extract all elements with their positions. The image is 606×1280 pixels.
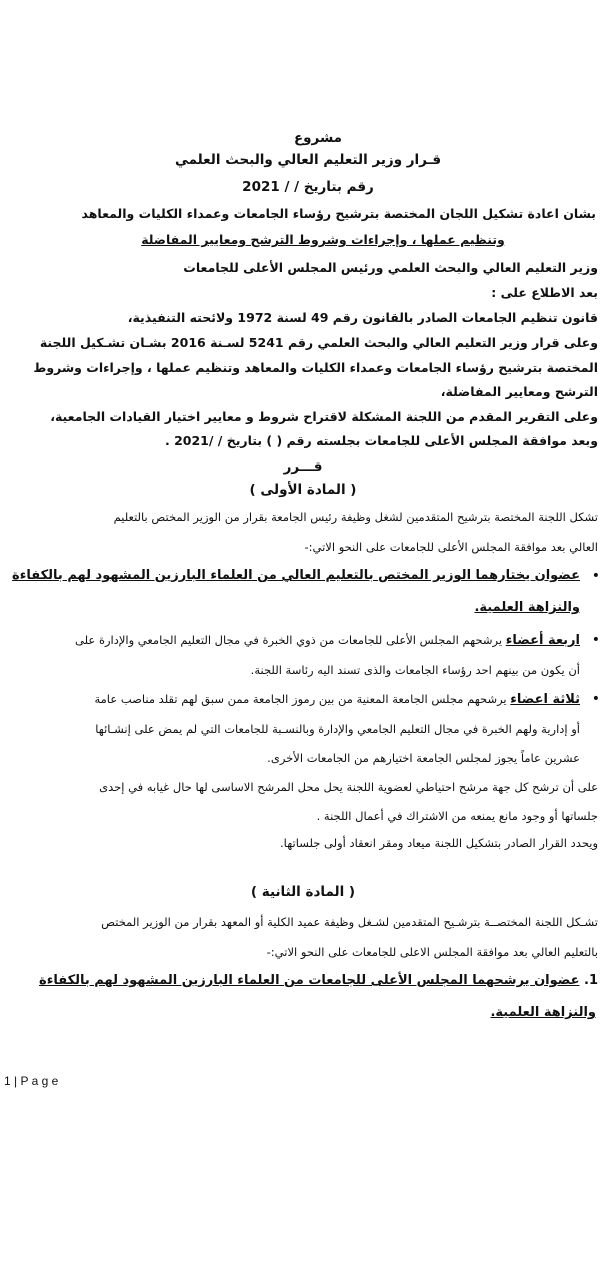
article-1-bullet-1-line-1: عضوان يختارهما الوزير المختص بالتعليم العالي من العلماء البارزين المشهود لهم بالكفاءة xyxy=(12,568,580,583)
article-2-heading: ( المادة الثانية ) xyxy=(250,884,356,900)
number-date-line: رقم بتاريخ / / 2021 xyxy=(242,179,374,195)
decision-heading: قـــرر xyxy=(283,459,323,475)
article-2-intro-2: بالتعليم العالي بعد موافقة المجلس الاعلى للجامعات على النحو الاتي:- xyxy=(266,945,598,959)
article-1-bullet-2-line-1 xyxy=(2,630,580,651)
decree-reference-1: وعلى قرار وزير التعليم العالي والبحث العلمي رقم 5241 لسـنة 2016 بشـان تشـكيل اللجنة xyxy=(39,335,598,350)
bullet-dot-3: • xyxy=(591,691,600,707)
decree-reference-2: المختصة بترشيح رؤساء الجامعات وعمداء الكليات والمعاهد وتنظيم عملها ، وإجراءات وشروط xyxy=(33,360,598,375)
decree-reference-3: الترشح ومعايير المفاضلة، xyxy=(440,384,598,399)
bullet-3-text: يرشحهم مجلس الجامعة المعنية من بين رموز الجامعة ممن سبق لهم تقلد مناصب عامة xyxy=(94,692,511,706)
bullet-2-text: يرشحهم المجلس الأعلى للجامعات من ذوي الخبرة في مجال التعليم الجامعي والإدارة على xyxy=(75,633,506,647)
article-1-bullet-3-line-1 xyxy=(2,689,580,710)
bullet-2-lead: اربعة أعضاء xyxy=(505,633,580,648)
article-1-intro-1: تشكل اللجنة المختصة بترشيح المتقدمين لشغل وظيفة رئيس الجامعة بقرار من الوزير المختص بالتعليم xyxy=(113,510,598,524)
article-2-item-1-line-2: والنزاهة العلمية. xyxy=(490,1005,596,1020)
report-reference: وعلى التقرير المقدم من اللجنة المشكلة لاقتراح شروط و معايير اختيار القيادات الجامعية، xyxy=(50,409,598,424)
draft-label: مشروع xyxy=(293,130,343,146)
bullet-dot-2: • xyxy=(591,632,600,648)
article-1-intro-2: العالي بعد موافقة المجلس الأعلى للجامعات على النحو الاتي:- xyxy=(304,540,598,554)
article-1-bullet-3-line-3: عشرين عاماً يجوز لمجلس الجامعة اختيارهم من الجامعات الأخرى. xyxy=(267,751,580,765)
page-number: 1 | P a g e xyxy=(4,1074,59,1088)
article-1-bullet-2-line-2: أن يكون من بينهم احد رؤساء الجامعات والذى تسند اليه رئاسة اللجنة. xyxy=(250,663,580,677)
article-2-intro-1: تشـكل اللجنة المختصــة بترشـيح المتقدمين لشـغل وظيفة عميد الكلية أو المعهد بقرار من الوزير المختص xyxy=(101,915,598,929)
law-reference: قانون تنظيم الجامعات الصادر بالقانون رقم 49 لسنة 1972 ولائحته التنفيذية، xyxy=(127,310,598,325)
subject-line-2: وتنظيم عملها ، وإجراءات وشروط الترشح ومعايير المفاضلة xyxy=(141,232,505,247)
article-1-bullet-1-line-2: والنزاهة العلمية. xyxy=(474,600,580,615)
article-1-heading: ( المادة الأولى ) xyxy=(249,482,357,498)
article-1-alternate-1: على أن ترشح كل جهة مرشح احتياطي لعضوية اللجنة يحل محل المرشح الاساسى لها حال غيابه في إحدى xyxy=(99,780,598,794)
council-approval: وبعد موافقة المجلس الأعلى للجامعات بجلسته رقم ( ) بتاريخ / /2021 . xyxy=(164,433,598,448)
item-1-number: 1. xyxy=(584,973,598,988)
item-1-text: عضوان يرشحهما المجلس الأعلى للجامعات من العلماء البارزين المشهود لهم بالكفاءة xyxy=(39,973,580,988)
decree-title: قـرار وزير التعليم العالي والبحث العلمي xyxy=(174,152,442,168)
minister-line: وزير التعليم العالي والبحث العلمي ورئيس المجلس الأعلى للجامعات xyxy=(183,260,598,275)
bullet-dot-1: • xyxy=(591,568,600,584)
article-1-closing: ويحدد القرار الصادر بتشكيل اللجنة ميعاد ومقر انعقاد أولى جلساتها. xyxy=(280,836,598,850)
after-review-line: بعد الاطلاع على : xyxy=(491,285,598,300)
article-1-bullet-3-line-2: أو إدارية ولهم الخبرة في مجال التعليم الجامعي والإدارة وبالنسـبة للجامعات التي لم يمض على إنشـائها xyxy=(95,722,580,736)
subject-line-1: بشان اعادة تشكيل اللجان المختصة بترشيح رؤساء الجامعات وعمداء الكليات والمعاهد xyxy=(81,206,596,221)
bullet-3-lead: ثلاثة اعضاء xyxy=(510,692,580,707)
article-2-item-1-line-1 xyxy=(0,971,598,991)
article-1-alternate-2: جلساتها أو وجود مانع يمنعه من الاشتراك في أعمال اللجنة . xyxy=(316,809,598,823)
